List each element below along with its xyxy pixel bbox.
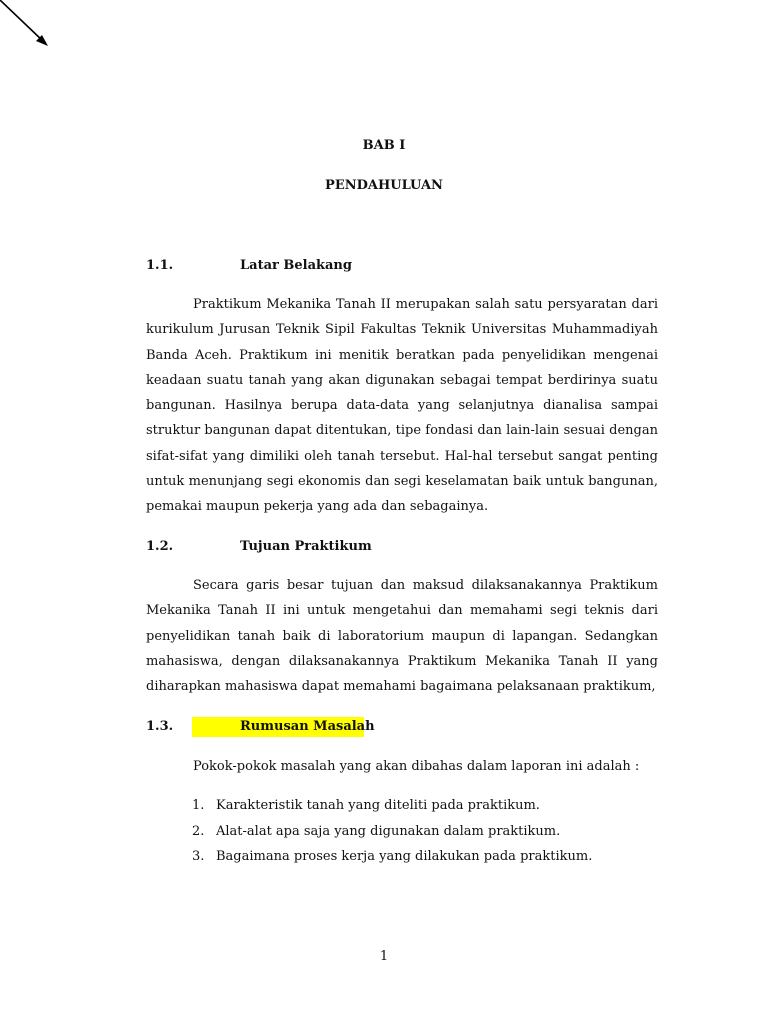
section-number-1-2: 1.2. xyxy=(146,539,174,554)
list-item xyxy=(192,849,592,865)
page-number: 1 xyxy=(379,949,389,964)
list-item-number: 1. xyxy=(192,798,205,813)
list-item-number: 3. xyxy=(192,849,205,864)
list-item-text: Karakteristik tanah yang diteliti pada praktikum. xyxy=(216,798,540,813)
chapter-label: BAB I xyxy=(362,138,406,153)
list-item xyxy=(192,824,560,840)
list-item-number: 2. xyxy=(192,824,205,839)
paragraph-tujuan-praktikum: Secara garis besar tujuan dan maksud dilaksanakannya Praktikum Mekanika Tanah II ini untuk mengetahui dan memahami segi teknis dari penyelidikan tanah baik di laboratorium maupun di lapangan. Sedangkan mahasiswa, dengan dilaksanakannya Praktikum Mekanika Tanah II yang diharapkan mahasiswa dapat memahami bagaimana pelaksanaan praktikum, xyxy=(146,578,658,695)
list-item-text: Bagaimana proses kerja yang dilakukan pada praktikum. xyxy=(216,849,593,864)
section-number-1-3: 1.3. xyxy=(146,719,174,734)
paragraph-latar-belakang: Praktikum Mekanika Tanah II merupakan salah satu persyaratan dari kurikulum Jurusan Teknik Sipil Fakultas Teknik Universitas Muhammadiyah Banda Aceh. Praktikum ini menitik beratkan pada penyelidikan mengenai keadaan suatu tanah yang akan digunakan sebagai tempat berdirinya suatu bangunan. Hasilnya berupa data-data yang selanjutnya dianalisa sampai struktur bangunan dapat ditentukan, tipe fondasi dan lain-lain sesuai dengan sifat-sifat yang dimiliki oleh tanah tersebut. Hal-hal tersebut sangat penting untuk menunjang segi ekonomis dan segi keselamatan baik untuk bangunan, pemakai maupun pekerja yang ada dan sebagainya. xyxy=(146,297,658,515)
section-title-rumusan-masalah: Rumusan Masalah xyxy=(240,719,375,734)
section-number-1-1: 1.1. xyxy=(146,258,174,273)
rumusan-intro: Pokok-pokok masalah yang akan dibahas dalam laporan ini adalah : xyxy=(193,759,640,774)
list-item-text: Alat-alat apa saja yang digunakan dalam praktikum. xyxy=(216,824,561,839)
section-title-latar-belakang: Latar Belakang xyxy=(240,258,352,273)
list-item xyxy=(192,798,540,814)
section-title-tujuan-praktikum: Tujuan Praktikum xyxy=(240,539,372,554)
chapter-title: PENDAHULUAN xyxy=(325,178,443,193)
arrow-down-right-icon xyxy=(0,0,60,60)
